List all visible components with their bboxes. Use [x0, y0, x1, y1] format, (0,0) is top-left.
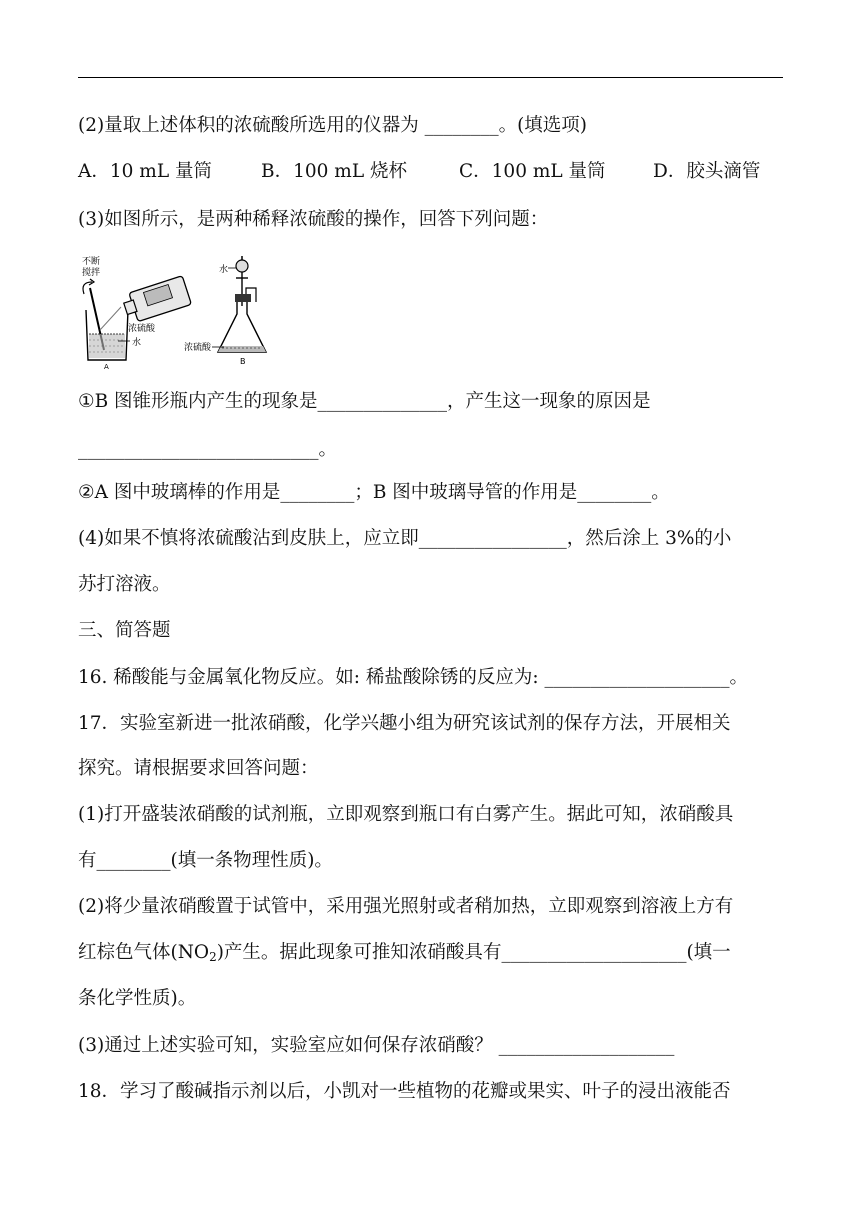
question-3-1-text: ①B 图锥形瓶内产生的现象是______________，产生这一现象的原因是: [78, 391, 651, 412]
dilution-figure: [78, 252, 278, 370]
option-b[interactable]: B．100 mL 烧杯: [261, 161, 407, 182]
question-17-cont: 探究。请根据要求回答问题：: [78, 758, 319, 779]
water-label-a: 水: [132, 338, 142, 348]
question-4-cont: 苏打溶液。: [78, 574, 171, 595]
no2-prefix: 红棕色气体(NO: [78, 942, 210, 963]
header-rule: [78, 77, 783, 78]
question-17-1-cont: 有________(填一条物理性质)。: [78, 850, 333, 871]
option-a[interactable]: A．10 mL 量筒: [78, 161, 212, 182]
question-4-text: (4)如果不慎将浓硫酸沾到皮肤上，应立即________________，然后涂上 3%的小: [78, 528, 732, 549]
stopper: [235, 294, 251, 302]
question-17-3-text: (3)通过上述实验可知，实验室应如何保存浓硝酸？ ___________________: [78, 1035, 675, 1056]
question-3-text: (3)如图所示，是两种稀释浓硫酸的操作，回答下列问题：: [78, 209, 549, 230]
caption-a: A: [104, 363, 109, 370]
no2-subscript: 2: [209, 950, 217, 964]
water-label-b: 水: [219, 265, 229, 275]
caption-b: B: [240, 357, 246, 366]
question-3-2-text: ②A 图中玻璃棒的作用是________；B 图中玻璃导管的作用是________。: [78, 482, 670, 503]
no2-suffix: )产生。据此现象可推知浓硝酸具有____________________(填一: [216, 942, 731, 963]
acid-label-a: 浓硫酸: [128, 324, 156, 334]
question-17-2-text: (2)将少量浓硝酸置于试管中，采用强光照射或者稍加热，立即观察到溶液上方有: [78, 896, 734, 917]
question-2-text: (2)量取上述体积的浓硫酸所选用的仪器为 ________。(填选项): [78, 115, 588, 136]
option-c[interactable]: C．100 mL 量筒: [459, 161, 606, 182]
option-d[interactable]: D．胶头滴管: [653, 161, 761, 182]
stir-label-1: 不断: [82, 257, 101, 267]
stir-label-2: 搅拌: [82, 268, 101, 278]
question-17-text: 17．实验室新进一批浓硝酸，化学兴趣小组为研究该试剂的保存方法，开展相关: [78, 713, 731, 734]
question-17-1-text: (1)打开盛装浓硝酸的试剂瓶，立即观察到瓶口有白雾产生。据此可知，浓硝酸具: [78, 804, 734, 825]
question-17-2-cont2: 条化学性质)。: [78, 988, 197, 1009]
question-17-2-cont: [78, 941, 731, 969]
question-3-1-cont: __________________________。: [78, 439, 338, 460]
section-heading: 三、简答题: [78, 620, 171, 641]
funnel-bulb: [236, 260, 248, 272]
question-16-text: 16. 稀酸能与金属氧化物反应。如: 稀盐酸除锈的反应为: ____________________。: [78, 667, 749, 688]
acid-label-b: 浓硫酸: [184, 343, 212, 353]
question-18-text: 18．学习了酸碱指示剂以后，小凯对一些植物的花瓣或果实、叶子的浸出液能否: [78, 1081, 731, 1102]
